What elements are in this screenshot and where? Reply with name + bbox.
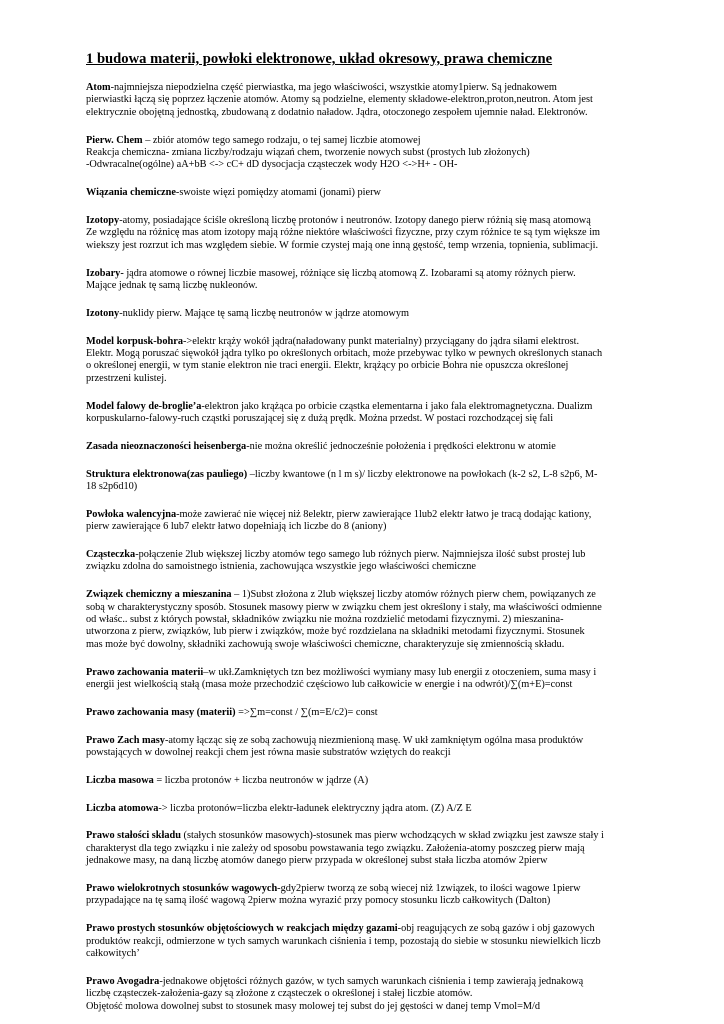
- text-line: [86, 735, 684, 747]
- text-line: [86, 215, 684, 227]
- definition-paragraph: [86, 883, 684, 908]
- term-label: Zasada nieoznaczoności heisenberga: [86, 440, 247, 452]
- definition-text: = liczba protonów + liczba neutronów w jądrze (A): [153, 774, 369, 786]
- definition-text: -połączenie 2lub większej liczby atomów tego samego lub różnych pierw. Najmniejsza ilość subst prostej lub: [135, 549, 586, 561]
- term-label: Model falowy de-broglie’a: [86, 400, 202, 412]
- text-line: [86, 373, 684, 385]
- text-line: [86, 843, 684, 855]
- definition-text: –liczby kwantowe (n l m s)/ liczby elektronowe na powłokach (k-2 s2, L-8 s2p6, M-: [247, 468, 598, 480]
- definition-paragraph: [86, 308, 684, 320]
- text-line: [86, 988, 684, 1000]
- definition-text: sobą w charakterystyczny sposób. Stosunek masowy pierw w związku chem jest określony i stały, ma właściwości odmienne: [86, 601, 602, 613]
- text-line: [86, 280, 684, 292]
- definition-paragraph: [86, 976, 684, 1013]
- text-line: [86, 561, 684, 573]
- text-line: [86, 803, 684, 815]
- definition-text: jądra atomowe o równej liczbie masowej, różniące się liczbą atomową Z. Izobarami są atomy różnych pierw.: [123, 267, 576, 279]
- text-line: [86, 1001, 684, 1013]
- text-line: [86, 441, 684, 453]
- term-label: Prawo Avogadra: [86, 975, 160, 987]
- definition-paragraph: [86, 509, 684, 534]
- definition-paragraph: [86, 707, 684, 719]
- definition-text: -może zawierać nie więcej niż 8elektr, pierw zawierające 1lub2 elektr łatwo je tracą dodając kationy,: [176, 508, 592, 520]
- term-label: Związek chemiczny a mieszanina: [86, 589, 232, 601]
- text-line: [86, 135, 684, 147]
- page-title: 1 budowa materii, powłoki elektronowe, układ okresowy, prawa chemiczne: [86, 51, 553, 67]
- definition-paragraph: [86, 336, 684, 386]
- definition-paragraph: [86, 589, 684, 651]
- text-line: [86, 589, 684, 601]
- definition-text: przestrzeni kulistej.: [86, 372, 167, 384]
- text-line: [86, 469, 684, 481]
- definition-text: pierw zawierające 6 lub7 elektr łatwo dopełniają ich liczbe do 8 (aniony): [86, 521, 387, 533]
- text-line: [86, 147, 684, 159]
- term-label: Model korpusk-bohra: [86, 335, 183, 347]
- text-line: [86, 707, 684, 719]
- text-line: [86, 360, 684, 372]
- definition-text: -swoiste więzi pomiędzy atomami (jonami) pierw: [175, 187, 381, 199]
- definition-text: powstających w dowolnej reakcji chem jest równa masie substratów wziętych do reakcji: [86, 747, 451, 759]
- term-label: Prawo zachowania materii: [86, 666, 204, 678]
- definition-paragraph: [86, 82, 684, 119]
- text-line: [86, 348, 684, 360]
- definition-text: – 1)Subst złożona z 2lub większej liczby atomów różnych pierw chem, powiązanych ze: [231, 589, 596, 601]
- text-line: [86, 679, 684, 691]
- definition-text: Elektr. Mogą poruszać sięwokół jądra tylko po określonych orbitach, może przebywac tylko w pewnych określonych stanach: [86, 348, 603, 360]
- definition-text: całkowitych’: [86, 948, 140, 960]
- definition-text: elektrycznie obojętną jednostką, zbudowaną z dodatnio naładow. Jądra, otoczonego zespołem ujemnie naład. Elektronów.: [86, 106, 588, 118]
- text-line: [86, 667, 684, 679]
- text-line: [86, 830, 684, 842]
- text-line: [86, 883, 684, 895]
- definition-paragraph: [86, 735, 684, 760]
- text-line: [86, 336, 684, 348]
- definition-text: związku zdolna do samoistnego istnienia, zachowująca wszystkie jego właściwości chemiczne: [86, 561, 477, 573]
- term-label: Prawo wielokrotnych stosunków wagowych: [86, 883, 278, 895]
- text-line: [86, 614, 684, 626]
- term-label: Prawo zachowania masy (materii): [86, 706, 236, 718]
- definition-paragraph: [86, 187, 684, 199]
- text-line: [86, 82, 684, 94]
- text-line: [86, 187, 684, 199]
- definition-text: (stałych stosunków masowych)-stosunek mas pierw wchodzących w skład związku jest zawsze stały i: [180, 830, 604, 842]
- text-line: [86, 549, 684, 561]
- definition-text: -najmniejsza niepodzielna część pierwiastka, ma jego właściwości, wszystkie atomy1pierw. Są jednakowem: [110, 82, 557, 93]
- definition-text: produktów reakcji, odmierzone w tych samych warunkach ciśnienia i temp, pozostają do siebie w stosunku niewielkich liczb: [86, 935, 601, 947]
- term-label: Pierw. Chem: [86, 134, 143, 146]
- text-line: [86, 94, 684, 106]
- definition-text: pierwiastki łączą się poprzez łączenie atomów. Atomy są podzielne, elementy składowe-elektron,proton,neutron. Atom jest: [86, 94, 593, 106]
- term-label: Atom: [86, 82, 111, 93]
- definition-text: -gdy2pierw tworzą ze sobą wiecej niż 1związek, to ilości wagowe 1pierw: [277, 883, 581, 895]
- text-line: [86, 923, 684, 935]
- text-line: [86, 775, 684, 787]
- text-line: [86, 509, 684, 521]
- definition-paragraph: [86, 549, 684, 574]
- definition-text: 18 s2p6d10): [86, 481, 138, 493]
- text-line: [86, 936, 684, 948]
- text-line: [86, 401, 684, 413]
- definition-paragraph: [86, 923, 684, 960]
- definition-text: od właśc.. subst z których powstał, składników związku nie można rozdzielić metodami fizycznymi. 2) mieszanina-: [86, 614, 564, 626]
- text-line: [86, 855, 684, 867]
- definition-paragraph: [86, 803, 684, 815]
- term-label: Struktura elektronowa(zas pauliego): [86, 468, 248, 480]
- text-line: [86, 481, 684, 493]
- definition-paragraph: [86, 469, 684, 494]
- text-line: [86, 159, 684, 171]
- definition-paragraph: [86, 401, 684, 426]
- text-line: [86, 747, 684, 759]
- definition-text: -elektron jako krążąca po orbicie cząstka elementarna i jako fala elektromagnetyczna. Dualizm: [201, 400, 593, 412]
- definition-paragraph: [86, 215, 684, 252]
- definition-paragraph: [86, 441, 684, 453]
- text-line: [86, 602, 684, 614]
- text-line: [86, 895, 684, 907]
- definition-text: przypadające na tę samą ilość wagową 2pierw można wyrazić przy pomocy stosunku liczb całkowitych (Dalton): [86, 895, 551, 907]
- term-label: Liczba masowa: [86, 774, 154, 786]
- text-line: [86, 268, 684, 280]
- text-line: [86, 521, 684, 533]
- text-line: [86, 976, 684, 988]
- text-line: [86, 240, 684, 252]
- definition-text: o określonej energii, w tym stanie elektron nie traci energii. Elektr, krążący po orbicie Bohra nie opuszcza określonej: [86, 360, 569, 372]
- text-line: [86, 107, 684, 119]
- definition-text: korpuskularno-falowy-ruch cząstki poruszającej się z dużą prędk. Można przedst. W postaci rozchodzącej się fali: [86, 413, 554, 425]
- term-label: Izotony: [86, 307, 120, 319]
- term-label: Prawo prostych stosunków objętościowych w reakcjach między gazami: [86, 923, 398, 935]
- definition-paragraph: [86, 830, 684, 867]
- text-line: [86, 626, 684, 638]
- definition-text: mas może być dowolny, składniki zachowują swoje właściwości chemiczne, charakteryzuje się zmiennością składu.: [86, 638, 565, 650]
- document-body: [86, 82, 684, 1013]
- definition-text: utworzona z pierw, związków, lub pierw i związków, może być rozdzielana na składniki metodami fizycznymi. Stosunek: [86, 626, 585, 638]
- definition-paragraph: [86, 667, 684, 692]
- definition-paragraph: [86, 775, 684, 787]
- term-label: Izobary-: [86, 267, 124, 279]
- definition-text: -obj reagujących ze sobą gazów i obj gazowych: [397, 923, 595, 935]
- definition-text: ->elektr krąży wokół jądra(naładowany punkt materialny) przyciągany do jądra siłami elektrost.: [182, 335, 580, 347]
- definition-text: charakteryst dla tego związku i nie zależy od sposobu powstawania tego związku. Założenia-atomy poszczeg pierw mają: [86, 842, 585, 854]
- definition-text: jednakowe masy, na daną liczbę atomów danego pierw przypada w określonej subst stała liczba atomów 2pierw: [86, 855, 548, 867]
- text-line: [86, 639, 684, 651]
- text-line: [86, 948, 684, 960]
- definition-text: Reakcja chemiczna- zmiana liczby/rodzaju wiązań chem, tworzenie nowych subst (prostych lub złożonych): [86, 147, 530, 159]
- definition-text: -Odwracalne(ogólne) aA+bB <-> cC+ dD dysocjacja cząsteczek wody H2O <->H+ - OH-: [86, 159, 458, 171]
- definition-text: -> liczba protonów=liczba elektr-ładunek elektryczny jądra atom. (Z) A/Z E: [158, 802, 472, 814]
- definition-text: – zbiór atomów tego samego rodzaju, o tej samej liczbie atomowej: [142, 134, 421, 146]
- definition-text: –w ukł.Zamkniętych tzn bez możliwości wymiany masy lub energii z otoczeniem, suma masy i: [203, 666, 597, 678]
- definition-text: Mające jednak tę samą liczbę nukleonów.: [86, 280, 258, 292]
- text-line: [86, 227, 684, 239]
- text-line: [86, 413, 684, 425]
- term-label: Prawo Zach masy: [86, 734, 165, 746]
- term-label: Powłoka walencyjna: [86, 508, 177, 520]
- term-label: Prawo stałości składu: [86, 830, 181, 842]
- definition-text: -nuklidy pierw. Mające tę samą liczbę neutronów w jądrze atomowym: [119, 307, 410, 319]
- term-label: Liczba atomowa: [86, 802, 159, 814]
- definition-text: -atomy łącząc się ze sobą zachowują niezmienioną masę. W ukł zamkniętym ogólna masa produktów: [164, 734, 584, 746]
- definition-text: Ze względu na różnicę mas atom izotopy mają różne niektóre właściwości fizyczne, przy czym różnice te są tym większe im: [86, 227, 601, 239]
- term-label: Wiązania chemiczne: [86, 187, 176, 199]
- definition-text: liczbę cząsteczek-założenia-gazy są złożone z cząsteczek o określonej i stałej liczbie atomów.: [86, 988, 473, 1000]
- text-line: [86, 308, 684, 320]
- definition-text: -jednakowe objętości różnych gazów, w tych samych warunkach ciśnienia i temp zawierają jednakową: [159, 975, 584, 987]
- definition-text: wiekszy jest rozrzut ich mas względem siebie. W formie czystej mają one inną gęstość, temp wrzenia, topnienia, sublimacji.: [86, 239, 599, 251]
- definition-text: energii jest wielkością stałą (masa może przechodzić częściowo lub całkowicie w energie i na odwrót)/∑(m+E)=const: [86, 679, 573, 691]
- term-label: Izotopy: [86, 215, 120, 227]
- definition-paragraph: [86, 268, 684, 293]
- definition-text: -nie można określić jednocześnie położenia i prędkości elektronu w atomie: [246, 440, 556, 452]
- definition-text: -atomy, posiadające ściśle określoną liczbę protonów i neutronów. Izotopy danego pierw różnią się masą atomową: [119, 215, 591, 227]
- definition-text: =>∑m=const / ∑(m=E/c2)= const: [235, 706, 378, 718]
- definition-text: Objętość molowa dowolnej subst to stosunek masy molowej tej subst do jej gęstości w danej temp Vmol=M/d: [86, 1000, 541, 1012]
- definition-paragraph: [86, 135, 684, 172]
- term-label: Cząsteczka: [86, 549, 136, 561]
